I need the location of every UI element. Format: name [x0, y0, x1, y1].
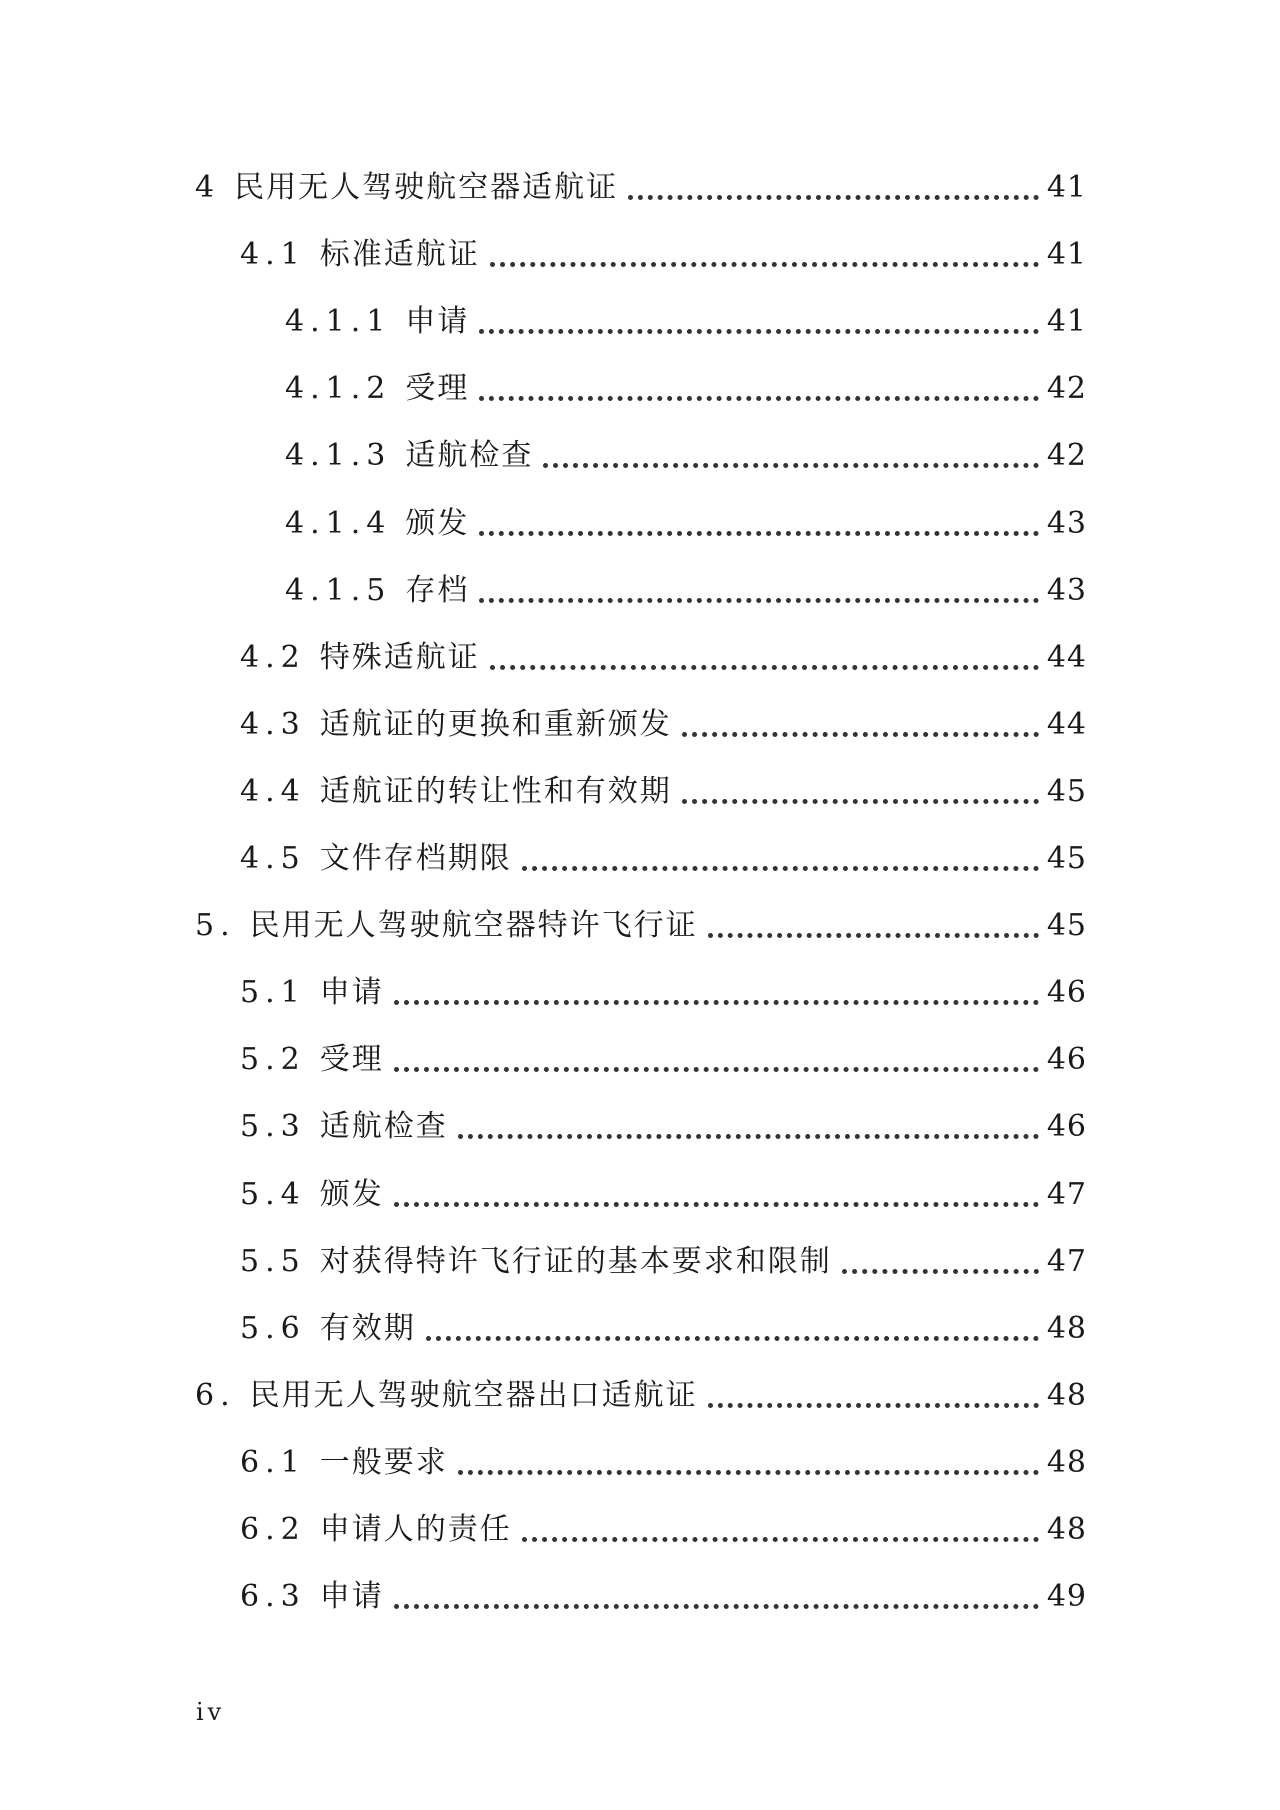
toc-entry[interactable] — [195, 166, 1087, 210]
toc-entry-page: 44 — [1046, 707, 1087, 742]
dot-leader — [394, 1067, 1039, 1072]
toc-entry[interactable] — [240, 1105, 1087, 1149]
toc-entry-page: 42 — [1046, 438, 1087, 473]
toc-entry[interactable] — [240, 703, 1087, 747]
toc-entry-title: 文件存档期限 — [319, 841, 512, 876]
toc-entry-title: 民用无人驾驶航空器特许飞行证 — [249, 908, 698, 943]
toc-entry-title: 受理 — [319, 1042, 384, 1077]
toc-entry-number: 4.3 — [240, 707, 306, 742]
dot-leader — [628, 195, 1039, 200]
toc-entry[interactable] — [285, 434, 1087, 478]
toc-entry[interactable] — [195, 1374, 1087, 1418]
toc-entry[interactable] — [195, 904, 1087, 948]
toc-entry-title: 有效期 — [319, 1311, 416, 1346]
toc-entry[interactable] — [285, 502, 1087, 546]
toc-entry-page: 46 — [1046, 1109, 1087, 1144]
toc-entry[interactable] — [240, 770, 1087, 814]
toc-entry-page: 41 — [1046, 304, 1087, 339]
toc-entry-title: 申请 — [405, 304, 470, 339]
toc-entry-title: 受理 — [405, 371, 470, 406]
toc-entry-title: 一般要求 — [319, 1445, 448, 1480]
toc-entry-number: 5.2 — [240, 1042, 306, 1077]
toc-entry-page: 47 — [1046, 1177, 1087, 1212]
dot-leader — [543, 463, 1038, 468]
toc-entry-number: 4.4 — [240, 774, 306, 809]
toc-entry-page: 45 — [1046, 774, 1087, 809]
toc-entry-page: 41 — [1046, 170, 1087, 205]
toc-entry-number: 5.3 — [240, 1109, 306, 1144]
dot-leader — [490, 665, 1039, 670]
toc-entry-page: 46 — [1046, 1042, 1087, 1077]
dot-leader — [426, 1336, 1039, 1341]
toc-entry[interactable] — [240, 636, 1087, 680]
toc-entry[interactable] — [240, 1307, 1087, 1351]
page-number: iv — [196, 1698, 226, 1726]
toc-entry-number: 4.2 — [240, 640, 306, 675]
toc-entry-number: 4.1.3 — [285, 438, 392, 473]
toc-entry-page: 46 — [1046, 975, 1087, 1010]
toc-entry-number: 4.1.5 — [285, 573, 392, 608]
dot-leader — [682, 732, 1039, 737]
toc-entry-number: 5.6 — [240, 1311, 306, 1346]
toc-entry-title: 适航证的更换和重新颁发 — [319, 707, 672, 742]
toc-entry[interactable] — [285, 569, 1087, 613]
dot-leader — [394, 1202, 1039, 1207]
toc-entry[interactable] — [240, 1508, 1087, 1552]
toc-entry-number: 4.1.4 — [285, 506, 392, 541]
toc-entry-page: 48 — [1046, 1378, 1087, 1413]
dot-leader — [479, 396, 1038, 401]
toc-entry-number: 5.1 — [240, 975, 306, 1010]
toc-entry-number: 5. — [195, 908, 236, 943]
toc-entry-page: 43 — [1046, 506, 1087, 541]
toc-entry-title: 对获得特许飞行证的基本要求和限制 — [319, 1244, 832, 1279]
toc-entry-title: 存档 — [405, 573, 470, 608]
dot-leader — [842, 1269, 1039, 1274]
toc-entry-number: 5.4 — [240, 1177, 306, 1212]
toc-entry-number: 5.5 — [240, 1244, 306, 1279]
toc-entry-title: 申请 — [319, 975, 384, 1010]
toc-entry-number: 4.1.2 — [285, 371, 392, 406]
dot-leader — [479, 329, 1038, 334]
dot-leader — [522, 866, 1039, 871]
toc-entry-title: 民用无人驾驶航空器出口适航证 — [249, 1378, 698, 1413]
toc-entry-number: 6.3 — [240, 1579, 306, 1614]
toc-entry-title: 颁发 — [405, 506, 470, 541]
toc-entry-title: 颁发 — [319, 1177, 384, 1212]
toc-entry-number: 6. — [195, 1378, 236, 1413]
toc-entry-number: 4.1 — [240, 237, 306, 272]
dot-leader — [682, 799, 1039, 804]
toc-entry-number: 4.1.1 — [285, 304, 392, 339]
toc-entry[interactable] — [285, 300, 1087, 344]
toc-entry-page: 47 — [1046, 1244, 1087, 1279]
toc-entry-page: 48 — [1046, 1512, 1087, 1547]
dot-leader — [708, 1403, 1039, 1408]
dot-leader — [479, 531, 1038, 536]
dot-leader — [522, 1537, 1039, 1542]
toc-entry[interactable] — [240, 1173, 1087, 1217]
toc-entry-page: 41 — [1046, 237, 1087, 272]
dot-leader — [490, 262, 1039, 267]
toc-entry[interactable] — [240, 1575, 1087, 1619]
toc-entry-number: 4.5 — [240, 841, 306, 876]
toc-entry-page: 43 — [1046, 573, 1087, 608]
toc-entry-title: 申请人的责任 — [319, 1512, 512, 1547]
toc-entry[interactable] — [240, 971, 1087, 1015]
toc-entry-page: 44 — [1046, 640, 1087, 675]
toc-entry-title: 申请 — [319, 1579, 384, 1614]
toc-entry-title: 适航检查 — [319, 1109, 448, 1144]
toc-entry[interactable] — [240, 1240, 1087, 1284]
toc-entry-page: 42 — [1046, 371, 1087, 406]
dot-leader — [394, 1604, 1039, 1609]
toc-entry-page: 49 — [1046, 1579, 1087, 1614]
toc-entry-page: 45 — [1046, 841, 1087, 876]
toc-entry-number: 4 — [195, 170, 221, 205]
toc-entry-number: 6.1 — [240, 1445, 306, 1480]
toc-entry-title: 标准适航证 — [319, 237, 480, 272]
dot-leader — [708, 933, 1039, 938]
toc-entry[interactable] — [240, 837, 1087, 881]
toc-entry-title: 适航检查 — [405, 438, 534, 473]
toc-entry-page: 45 — [1046, 908, 1087, 943]
toc-entry[interactable] — [240, 1038, 1087, 1082]
dot-leader — [458, 1470, 1039, 1475]
dot-leader — [479, 598, 1038, 603]
toc-entry[interactable] — [240, 1441, 1087, 1485]
toc-entry[interactable] — [285, 367, 1087, 411]
toc-entry-number: 6.2 — [240, 1512, 306, 1547]
dot-leader — [458, 1134, 1039, 1139]
toc-entry-title: 特殊适航证 — [319, 640, 480, 675]
toc-entry-title: 适航证的转让性和有效期 — [319, 774, 672, 809]
toc-entry-page: 48 — [1046, 1311, 1087, 1346]
toc-entry[interactable] — [240, 233, 1087, 277]
dot-leader — [394, 1000, 1039, 1005]
toc-entry-page: 48 — [1046, 1445, 1087, 1480]
toc-entry-title: 民用无人驾驶航空器适航证 — [234, 170, 619, 205]
